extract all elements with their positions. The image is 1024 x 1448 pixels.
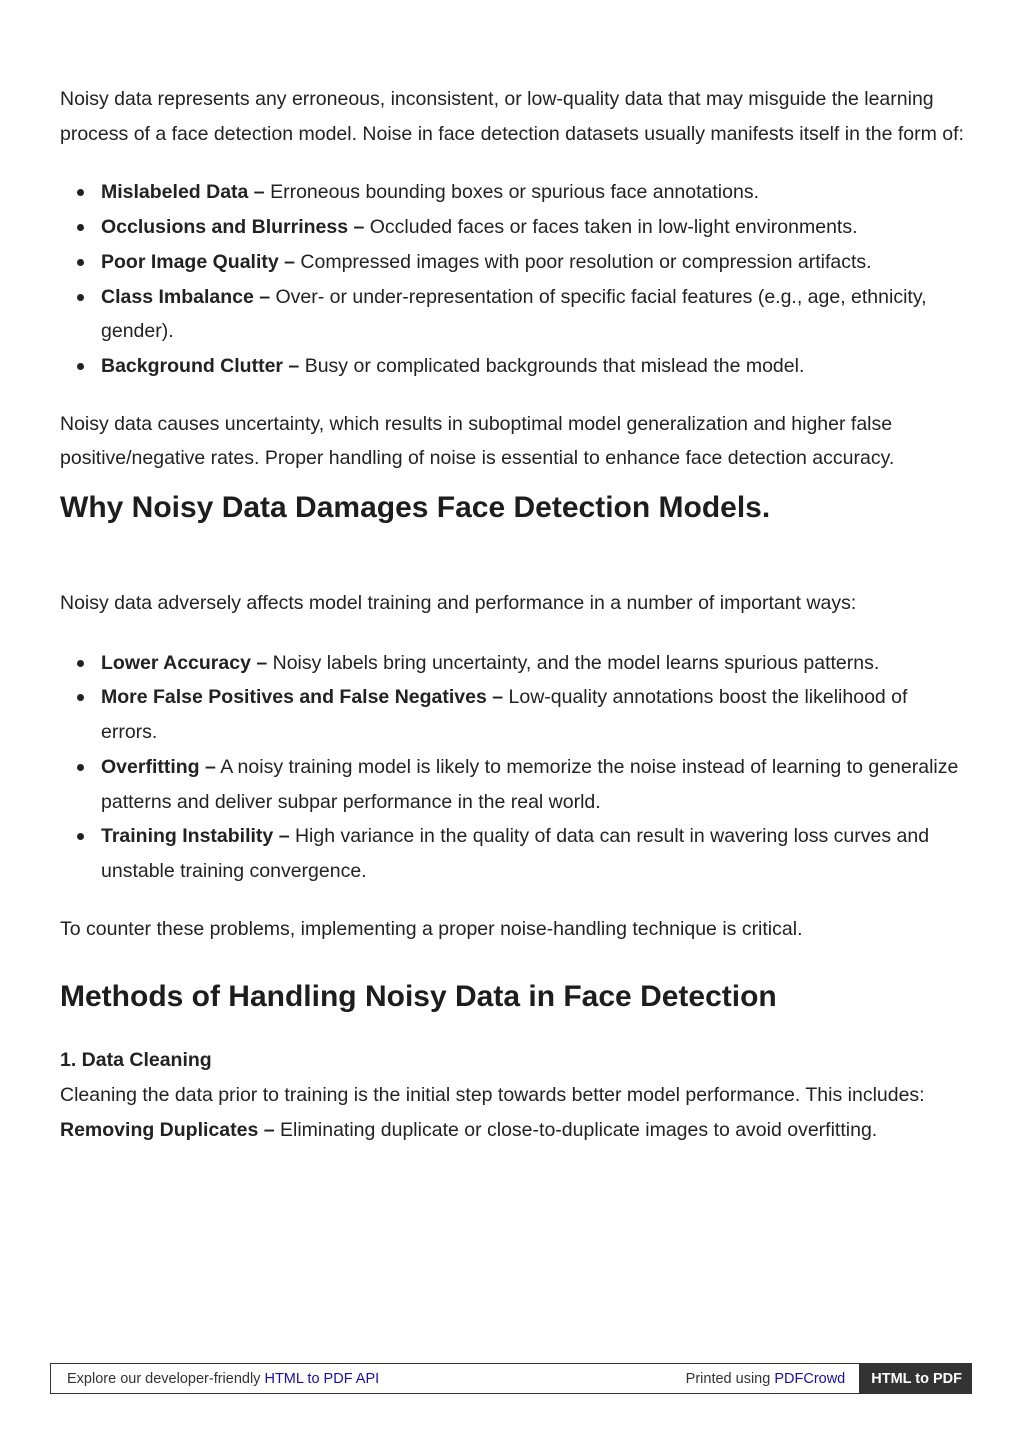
pdfcrowd-footer (50, 1363, 972, 1394)
footer-left: Explore our developer-friendly HTML to PDF API (67, 1370, 380, 1387)
bullet-icon (77, 363, 84, 370)
bullet-icon (77, 764, 84, 771)
html-to-pdf-api-link[interactable]: HTML to PDF API (264, 1370, 380, 1387)
list-item: Background Clutter – Busy or complicated backgrounds that mislead the model. (60, 349, 965, 384)
bullet-icon (77, 833, 84, 840)
damage-intro-paragraph: Noisy data adversely affects model training and performance in a number of important ways: (60, 592, 857, 615)
document-body (60, 82, 965, 1147)
list-item: Training Instability – High variance in the quality of data can result in wavering loss curves and unstable training convergence. (60, 819, 965, 888)
list-item: Lower Accuracy – Noisy labels bring uncertainty, and the model learns spurious patterns. (60, 646, 965, 681)
list-item: Overfitting – A noisy training model is likely to memorize the noise instead of learning to generalize patterns and deliver subpar performance in the real world. (60, 750, 965, 819)
method-1-item: Removing Duplicates – Eliminating duplicate or close-to-duplicate images to avoid overfitting. (60, 1118, 878, 1141)
list-item: Poor Image Quality – Compressed images with poor resolution or compression artifacts. (60, 245, 965, 280)
list-item: Occlusions and Blurriness – Occluded faces or faces taken in low-light environments. (60, 210, 965, 245)
section-heading-damage: Why Noisy Data Damages Face Detection Models. (60, 491, 771, 525)
bullet-icon (77, 259, 84, 266)
bullet-icon (77, 694, 84, 701)
intro-paragraph: Noisy data represents any erroneous, inconsistent, or low-quality data that may misguide the learning process of a face detection model. Noise in face detection datasets usually manifests itself in the form of: (60, 88, 964, 145)
list-item: More False Positives and False Negatives – Low-quality annotations boost the likelihood of errors. (60, 680, 965, 749)
pdfcrowd-link[interactable]: PDFCrowd (774, 1370, 846, 1387)
bullet-icon (77, 224, 84, 231)
noise-summary-paragraph: Noisy data causes uncertainty, which results in suboptimal model generalization and higher false positive/negative rates. Proper handling of noise is essential to enhance face detection accuracy. (60, 412, 895, 470)
noise-types-list (60, 175, 965, 383)
damage-summary-paragraph: To counter these problems, implementing a proper noise-handling technique is critical. (60, 917, 803, 940)
bullet-icon (77, 189, 84, 196)
footer-printed-using: Printed using PDFCrowd (685, 1370, 846, 1387)
bullet-icon (77, 294, 84, 301)
list-item: Class Imbalance – Over- or under-representation of specific facial features (e.g., age, ethnicity, gender). (60, 280, 965, 349)
method-1-paragraph: Cleaning the data prior to training is the initial step towards better model performance. This includes: (60, 1084, 925, 1107)
damage-effects-list (60, 646, 965, 889)
list-item: Mislabeled Data – Erroneous bounding boxes or spurious face annotations. (60, 175, 965, 210)
method-1-title: 1. Data Cleaning (60, 1049, 212, 1072)
html-to-pdf-button[interactable]: HTML to PDF (859, 1363, 972, 1394)
bullet-icon (77, 660, 84, 667)
section-heading-methods: Methods of Handling Noisy Data in Face Detection (60, 980, 777, 1014)
